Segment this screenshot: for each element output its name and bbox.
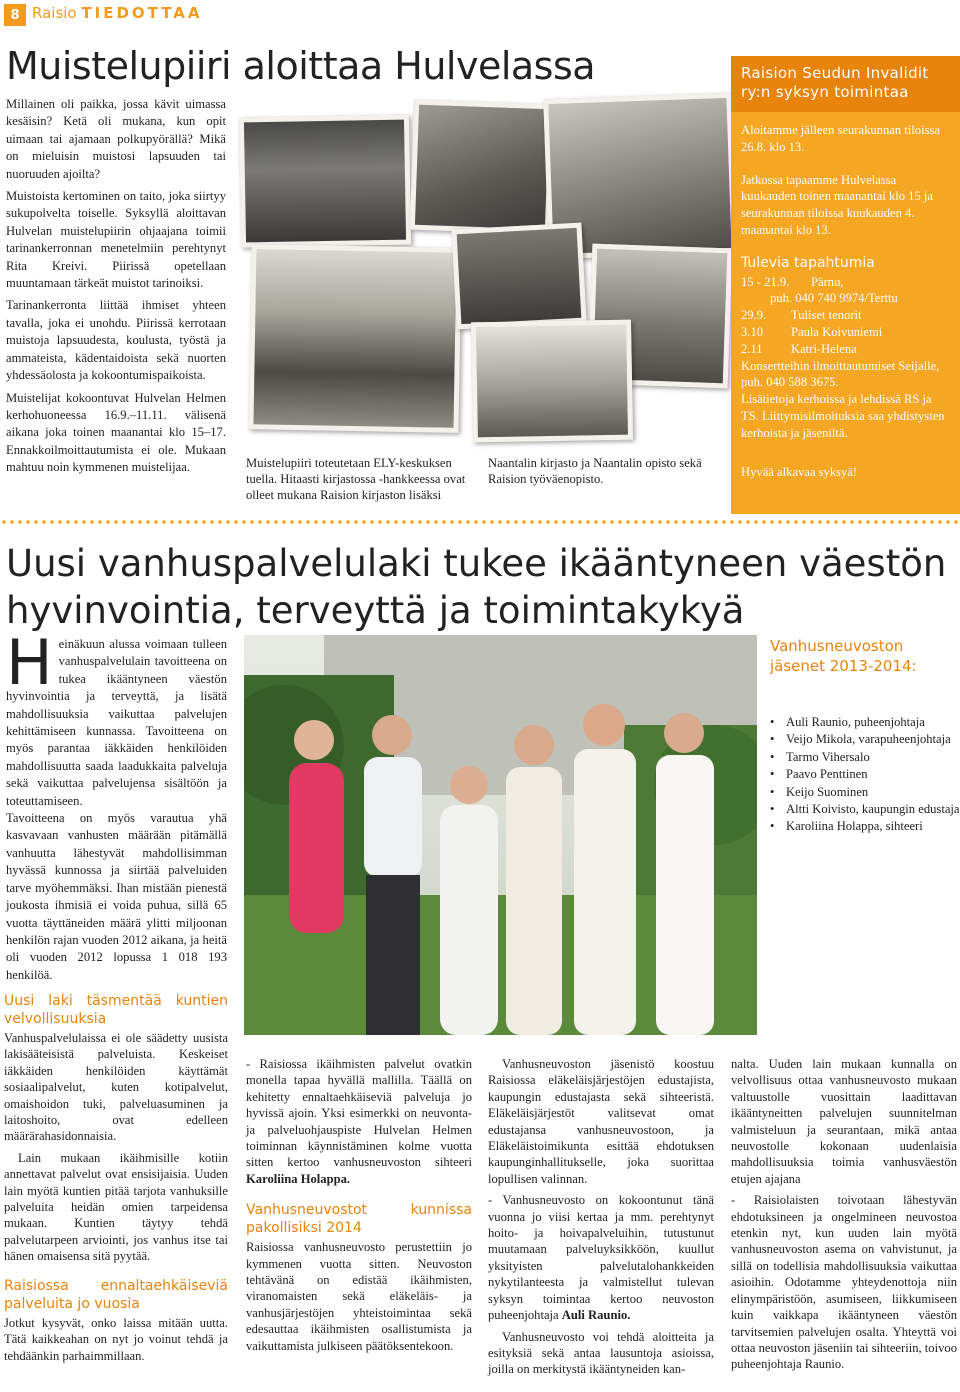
event-row	[741, 290, 952, 307]
members-title: Vanhusneuvoston jäsenet 2013-2014:	[770, 637, 917, 675]
article1-paragraph: Tarinankerronta liittää ihmiset yhteen tavalla, joka ei unohdu. Piirissä kerrotaan muistoja lapsuudesta, koulusta, työstä ja ammateista, kädentaidoista sekä nuorten yhdessäolosta ja kokoontumispaikoista.	[6, 298, 226, 383]
article2-paragraph: - Vanhusneuvosto on kokoontunut tänä vuonna jo viisi kertaa ja mm. perehtynyt hoito- ja hoivapalveluihin, tutustunut muutamaan palveluyksikköön, kuullut yksityisten palvelutalohankkeiden nykytilanteesta ja valmistellut tulevan syksyn toimintaa kertoo neuvoston puheenjohtaja	[488, 1193, 714, 1323]
collage-caption-1: Muistelupiiri toteutetaan ELY-keskuksen tuella. Hitaasti kirjastossa -hankkeessa ovat olleet mukana Raision kirjaston lisäksi	[246, 456, 466, 502]
sidebar-paragraph: Lisätietoja kerhoissa ja lehdissä RS ja TS. Liittymisilmoituksia saa yhdistysten kerhoista ja jäseniltä.	[741, 392, 945, 440]
article2-paragraph: Vanhuspalvelulaissa ei ole säädetty uusista lakisääteisistä palveluista. Keskeiset iäkkäiden henkilöiden käyttämät sosiaalipalvelut, kuten kotipalvelut, omaishoidon tuki, palveluasuminen ja laitoshoito, ovat edelleen määrärahasidonnaisia.	[4, 1031, 228, 1144]
section-masthead	[32, 4, 203, 22]
members-list	[770, 714, 960, 836]
article2-paragraph: Raisiossa vanhusneuvosto perustettiin jo kymmenen vuotta sitten. Neuvoston tehtävänä on edistää ikäihmisten, viranomaisten sekä eläkeläis- ja vanhusjärjestöjen yhteistoimintaa sekä edesauttaa ikäihmisten osallistumista ja vaikuttamista julkiseen päätöksentekoon.	[246, 1240, 472, 1353]
photo-sailing	[471, 320, 633, 443]
vanhusneuvosto-group-photo	[244, 635, 757, 1035]
sidebar-paragraph: Konsertteihin ilmoittautumiset Seijalle, puh. 040 588 3675.	[741, 358, 940, 390]
article1-paragraph: Millainen oli paikka, jossa kävit uimassa kesäisin? Ketä oli mukana, kun opit uimaan tai ajamaan polkupyörällä? Mikä on mieluisin muistosi lapsuuden tai nuoruuden ajoilta?	[6, 97, 226, 181]
article1-paragraph: Muistoista kertominen on taito, joka siirtyy sukupolvelta toiselle. Syksyllä aloittavan Hulvelan muistelupiirin ohjaajana toimii tarinankerronnan menetelmiin perehtynyt Rita Kreivi. Piirissä opetellaan muuntamaan tärkeät muistot tarinoiksi.	[6, 189, 226, 291]
member-item: • Keijo Suominen	[770, 784, 960, 801]
photo-group-crowd	[239, 115, 411, 248]
subheading: Uusi laki täsmentää kuntien velvollisuuksia	[4, 993, 228, 1027]
article2-paragraph: Tavoitteena on myös varautua yhä kasvavaan vanhusten määrään pitämällä vanhuutta lähestyvät mahdollisimman hyvässä kunnossa ja siirtää palveluiden tarve myöhemmäksi. Ihan mistään pienestä joukosta ihmisiä ei voida puhua, sillä 65 vuotta täyttäneiden määrä ylitti miljoonan henkilön rajan vuoden 2012 aikana, ja heitä oli vuoden 2012 lopussa 1 018 193 henkilöä.	[6, 811, 227, 982]
events-title: Tulevia tapahtumia	[741, 254, 875, 271]
article1-paragraph: Muistelijat kokoontuvat Hulvelan Helmen kerhohuoneessa 16.9.–11.11. välisenä aikana joka toinen maanantai klo 15–17. Ennakkoilmoittautumista ei ole. Mukaan mahtuu noin kymmenen muistelijaa.	[6, 390, 226, 475]
photo-family	[451, 223, 586, 330]
event-text: Tuliset tenorit	[791, 308, 862, 323]
article1-body	[6, 96, 226, 482]
article2-title: Uusi vanhuspalvelulaki tukee ikääntyneen väestön hyvinvointia, terveyttä ja toimintakykyä	[6, 542, 947, 632]
member-item: • Karoliina Holappa, sihteeri	[770, 818, 960, 835]
member-item: • Altti Koivisto, kaupungin edustaja	[770, 801, 960, 818]
subheading: Vanhusneuvostot kunnissa pakollisiksi 2014	[246, 1202, 472, 1237]
group-photo-illustration	[244, 635, 757, 1035]
sidebar-body	[731, 122, 960, 480]
sidebar-title: Raision Seudun Invalidit ry:n syksyn toimintaa	[731, 56, 960, 112]
event-row	[741, 307, 952, 324]
vintage-photo-collage	[240, 96, 725, 456]
article2-intro	[6, 626, 227, 989]
article2-paragraph: Lain mukaan ikäihmisille kotiin annettavat palvelut ovat ensisijaisia. Uuden lain myötä kuntien pitää tarjota vanhuksille palveluita heidän omien tarpeidensa mukaan. Kuntien täytyy tehdä palvelutarpeen arviointi, jos vanhus itse tai hänen omaisensa sitä pyytää.	[4, 1150, 228, 1264]
sidebar-paragraph: Jatkossa tapaamme Hulvelassa kuukauden toinen maanantai klo 15 ja seurakunnan tiloissa kuukauden 4. maanantai klo 13.	[741, 172, 933, 237]
article2-paragraph: nalta. Uuden lain mukaan kunnalla on velvollisuus ottaa vanhusneuvosto mukaan valtuustolle vuosittain laadittavan ikääntyneitten palvelujen suunnitelman valmisteluun ja seurantaan, mikä antaa neuvostolle kokonaan uudenlaisia mahdollisuuksia toimia vanhusväestön etujen ajajana	[731, 1057, 957, 1186]
event-date	[741, 290, 770, 307]
event-date: 29.9.	[741, 308, 767, 323]
collage-caption-2: Naantalin kirjasto ja Naantalin opisto sekä Raision työväenopisto.	[488, 456, 702, 486]
article2-column-3	[488, 1056, 714, 1383]
intro-text: einäkuun alussa voimaan tulleen vanhuspalvelulain tavoitteena on tukea ikääntyneen väestön hyvinvointia ja terveyttä, ja lisätä mahdollisuuksia vaikuttaa palvelujen kehittämiseen kunnassa. Tavoitteena on myös parantaa iäkkäiden henkilöiden mahdollisuutta saada laadukkaita palveluja sekä vaikuttaa palvelujensa sisältöön ja toteuttamiseen.	[6, 637, 227, 808]
subheading: Raisiossa ennaltaehkäiseviä palveluita jo vuosia	[4, 1277, 228, 1312]
article2-paragraph: - Raisiolaisten toivotaan lähestyvän ehdotuksineen ja ongelmineen neuvostoa etenkin nyt, kun uuden lain myötä vanhusneuvoston asema on vahvistunut, ja sillä on todellisia mahdollisuuksia vaikuttaa asioihin. Odotamme yhteydenottoja niin elinympäristöön, asumiseen, liikkumiseen kuin vaikkapa ikääntyneen väestön tarvitsemien palvelujen osalta. Yhteyttä voi ottaa neuvoston jäseniin tai sihteeriin, toivoo puheenjohtaja Raunio.	[731, 1193, 957, 1372]
member-item: • Auli Raunio, puheenjohtaja	[770, 714, 960, 731]
page-number: 8	[4, 4, 26, 26]
person-name: Auli Raunio.	[561, 1308, 631, 1323]
event-text: Katri-Helena	[791, 341, 857, 356]
member-item: • Tarmo Vihersalo	[770, 749, 960, 766]
photo-farm-house	[248, 244, 461, 433]
event-date: 3.10	[741, 324, 764, 339]
dropcap: H	[6, 626, 53, 699]
event-text: puh. 040 740 9974/Terttu	[770, 291, 898, 306]
masthead-light: Raisio	[32, 4, 77, 22]
article2-paragraph: - Raisiossa ikäihmisten palvelut ovatkin monella tapaa hyvällä mallilla. Täällä on kehitetty ennaltaehkäiseviä palveluja jo hyvissä ajoin. Yksi esimerkki on neuvonta- ja palveluohjauspiste Hulvelan Helmen toiminnan käynnistäminen kolme vuotta sitten kertoo vanhusneuvoston sihteeri	[246, 1057, 472, 1170]
article2-column-2	[246, 1056, 472, 1359]
sidebar-paragraph: Aloitamme jälleen seurakunnan tiloissa 26.8. klo 13.	[741, 123, 940, 154]
invalidit-sidebar	[731, 56, 960, 514]
photo-soldiers	[410, 100, 554, 235]
event-row	[741, 274, 952, 291]
event-text: Paula Koivuniemi	[791, 324, 883, 339]
article2-paragraph: Vanhusneuvosto voi tehdä aloitteita ja esityksiä sekä antaa lausuntoja asioissa, joilla on merkitystä ikääntyneiden kan-	[488, 1329, 714, 1377]
event-text: Pärnu,	[811, 274, 844, 289]
person-name: Karoliina Holappa.	[246, 1171, 351, 1186]
dotted-divider	[0, 519, 960, 525]
sidebar-closing: Hyvää alkavaa syksyä!	[741, 464, 858, 479]
events-list	[741, 274, 952, 358]
event-date: 15 - 21.9.	[741, 274, 790, 289]
article2-paragraph: Jotkut kysyvät, onko laissa mitään uutta. Tätä kaikkeahan on nyt jo voinut tehdä ja tehdäänkin parhaimmillaan.	[4, 1315, 228, 1363]
article2-column-1	[4, 992, 228, 1369]
event-row	[741, 324, 952, 341]
article2-column-4	[731, 1056, 957, 1378]
article1-title: Muistelupiiri aloittaa Hulvelassa	[6, 44, 596, 88]
member-item: • Veijo Mikola, varapuheenjohtaja	[770, 731, 960, 748]
council-members-box	[770, 636, 960, 836]
member-item: • Paavo Penttinen	[770, 766, 960, 783]
masthead-bold: TIEDOTTAA	[81, 4, 203, 22]
event-row	[741, 341, 952, 358]
article2-paragraph: Vanhusneuvoston jäsenistö koostuu Raisiossa eläkeläisjärjestöjen edustajista, kaupungin edustajasta sekä sihteeristä. Eläkeläisjärjestöt valitsevat omat edustajansa vanhusneuvostoon, ja Eläkeläistoimikunta esittää ehdotuksen kaupunginhallitukselle, joka suorittaa lopullisen valinnan.	[488, 1057, 714, 1186]
event-date: 2.11	[741, 341, 763, 356]
